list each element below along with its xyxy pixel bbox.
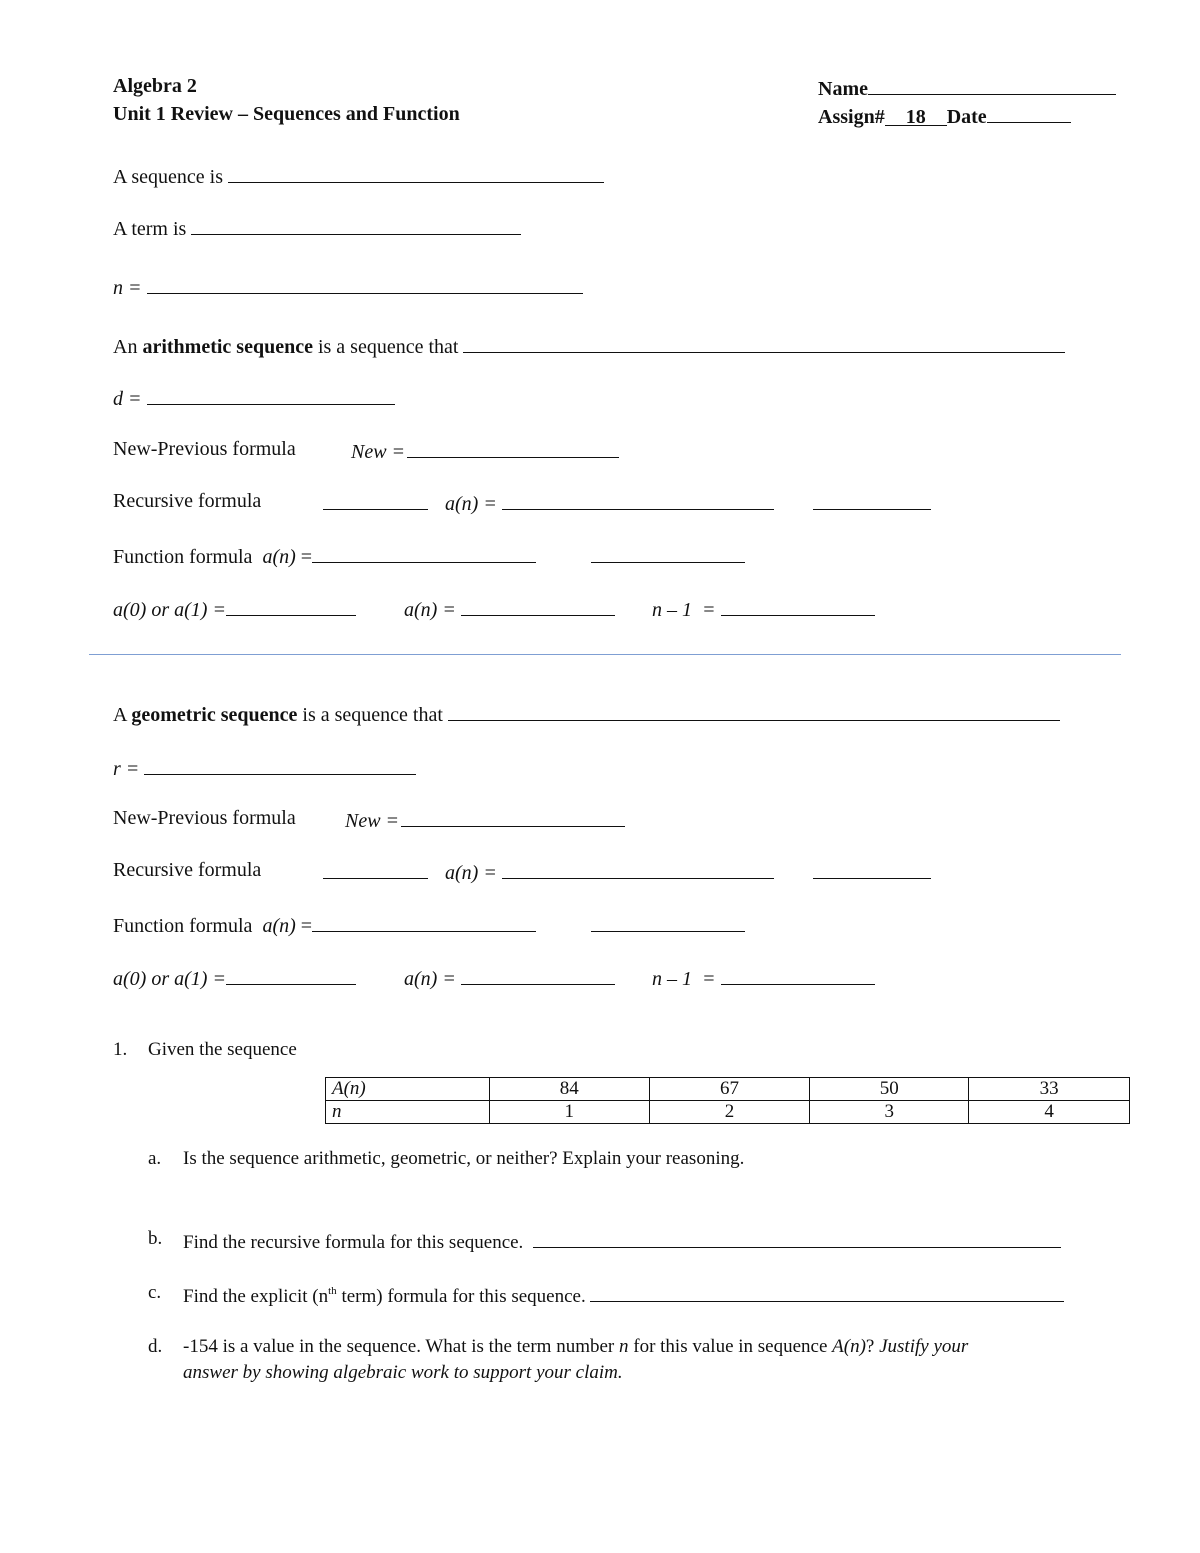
arith-recursive-label: Recursive formula — [113, 490, 262, 512]
table-cell: 84 — [489, 1078, 649, 1101]
geometric-definition — [113, 700, 1060, 727]
d-label: d = — [113, 388, 142, 410]
arith-new-eq — [351, 437, 619, 464]
sequence-definition — [113, 162, 604, 189]
term-definition — [113, 214, 521, 241]
part-c-text-1: Find the explicit (n — [183, 1286, 329, 1307]
geo-recursive-an — [445, 858, 774, 885]
arith-recursive-fields — [323, 489, 428, 516]
part-c-text-2: term) formula for this sequence. — [336, 1286, 586, 1307]
part-a-text: Is the sequence arithmetic, geometric, or neither? Explain your reasoning. — [183, 1148, 745, 1169]
sequence-label: A sequence is — [113, 166, 223, 188]
part-d-line-1 — [183, 1335, 968, 1359]
sequence-blank[interactable] — [228, 162, 604, 183]
a0-label: a(0) or a(1) — [113, 968, 208, 990]
new-eq-label: New = — [345, 810, 400, 832]
unit-title: Unit 1 Review – Sequences and Function — [113, 103, 460, 125]
geo-prefix: A — [113, 704, 132, 726]
d-definition — [113, 384, 395, 411]
table-cell: 4 — [969, 1101, 1130, 1124]
arith-new-blank[interactable] — [407, 437, 619, 458]
arith-recursive-blank-1[interactable] — [323, 489, 428, 510]
arith-function-blank-2[interactable] — [591, 542, 745, 563]
eq-sign: = — [702, 599, 716, 621]
d-blank[interactable] — [147, 384, 395, 405]
function-an: a(n) — [262, 915, 296, 937]
arith-prefix: An — [113, 336, 143, 358]
function-label: Function formula — [113, 915, 253, 937]
eq-sign: = — [442, 968, 456, 990]
table-cell: 2 — [649, 1101, 810, 1124]
part-d-text-b: for this value in sequence — [628, 1336, 833, 1357]
arith-n-minus-1-blank[interactable] — [721, 595, 875, 616]
arith-a0-blank[interactable] — [226, 595, 356, 616]
section-divider — [89, 654, 1121, 655]
arith-new-previous — [113, 437, 296, 461]
table-cell: 1 — [489, 1101, 649, 1124]
geo-a0-blank[interactable] — [226, 964, 356, 985]
a0-label: a(0) or a(1) — [113, 599, 208, 621]
sequence-table — [325, 1077, 1130, 1124]
geo-new-blank[interactable] — [401, 806, 625, 827]
eq-sign: = — [300, 915, 313, 937]
arith-term: arithmetic sequence — [142, 336, 313, 358]
part-a-letter: a. — [148, 1148, 162, 1169]
part-b-text: Find the recursive formula for this sequence. — [183, 1232, 524, 1253]
table-cell: 33 — [969, 1078, 1130, 1101]
geo-new-previous — [113, 806, 296, 830]
part-b — [183, 1227, 1061, 1255]
arith-blank[interactable] — [463, 332, 1065, 353]
eq-sign: = — [442, 599, 456, 621]
arith-function-blank-1[interactable] — [312, 542, 536, 563]
an-label: a(n) — [404, 968, 438, 990]
geo-a0 — [113, 964, 356, 991]
r-label: r = — [113, 758, 140, 780]
table-cell: 67 — [649, 1078, 810, 1101]
geo-recursive-blank-3[interactable] — [813, 858, 931, 879]
course-title: Algebra 2 — [113, 75, 197, 97]
eq-sign: = — [212, 968, 226, 990]
part-d-line-2: answer by showing algebraic work to support your claim. — [183, 1362, 623, 1383]
part-d-italic-1: Justify your — [879, 1336, 969, 1357]
geo-function-blank-1[interactable] — [312, 911, 536, 932]
geo-n-minus-1 — [652, 964, 875, 991]
geo-n-minus-1-blank[interactable] — [721, 964, 875, 985]
problem-1-prompt: Given the sequence — [148, 1039, 297, 1060]
date-label: Date — [946, 106, 987, 128]
date-blank[interactable] — [987, 102, 1071, 123]
part-c-blank[interactable] — [590, 1281, 1064, 1302]
arith-suffix: is a sequence that — [312, 336, 459, 358]
part-b-blank[interactable] — [533, 1227, 1061, 1248]
arith-function-formula — [113, 542, 536, 569]
geo-recursive-blank-1[interactable] — [323, 858, 428, 879]
part-d-text-a: -154 is a value in the sequence. What is the term number — [183, 1336, 619, 1357]
n-minus-1-label: n – 1 — [652, 968, 692, 990]
n-definition — [113, 273, 583, 300]
r-blank[interactable] — [144, 754, 416, 775]
function-label: Function formula — [113, 546, 253, 568]
assign-number: 18 — [885, 105, 947, 126]
a-n-eq: a(n) = — [445, 862, 497, 884]
part-d-text-c: ? — [865, 1336, 880, 1357]
table-cell-label: n — [326, 1101, 490, 1124]
geo-new-eq — [345, 806, 625, 833]
n-label: n = — [113, 277, 142, 299]
table-cell: 3 — [810, 1101, 969, 1124]
arith-a0 — [113, 595, 356, 622]
term-label: A term is — [113, 218, 187, 240]
part-c-sup: th — [328, 1285, 337, 1297]
arith-recursive-blank-3[interactable] — [813, 489, 931, 510]
function-an: a(n) — [262, 546, 296, 568]
n-minus-1-label: n – 1 — [652, 599, 692, 621]
arith-an-blank[interactable] — [461, 595, 615, 616]
geo-recursive-label: Recursive formula — [113, 859, 262, 881]
a-n-eq: a(n) = — [445, 493, 497, 515]
part-c-letter: c. — [148, 1282, 162, 1303]
arithmetic-definition — [113, 332, 1065, 359]
eq-sign: = — [212, 599, 226, 621]
new-eq-label: New = — [351, 441, 406, 463]
arith-recursive-an — [445, 489, 774, 516]
name-blank[interactable] — [868, 74, 1116, 95]
arith-n-minus-1 — [652, 595, 875, 622]
n-blank[interactable] — [147, 273, 583, 294]
new-previous-label: New-Previous formula — [113, 438, 296, 460]
part-b-letter: b. — [148, 1228, 163, 1249]
geo-function-blank-2[interactable] — [591, 911, 745, 932]
geo-recursive-blank-2[interactable] — [502, 858, 774, 879]
part-d-letter: d. — [148, 1336, 163, 1357]
term-blank[interactable] — [191, 214, 521, 235]
assign-label: Assign# — [818, 106, 885, 128]
name-label: Name — [818, 78, 868, 100]
table-row — [326, 1101, 1130, 1124]
r-definition — [113, 754, 416, 781]
arith-an — [404, 595, 615, 622]
geo-an-blank[interactable] — [461, 964, 615, 985]
part-c — [183, 1281, 1064, 1309]
geo-term: geometric sequence — [131, 704, 298, 726]
arith-recursive-blank-2[interactable] — [502, 489, 774, 510]
assign-date-field — [818, 102, 1071, 129]
problem-1-number: 1. — [113, 1039, 128, 1060]
name-field[interactable] — [818, 74, 1116, 101]
geo-an — [404, 964, 615, 991]
new-previous-label: New-Previous formula — [113, 807, 296, 829]
an-label: a(n) — [404, 599, 438, 621]
eq-sign: = — [300, 546, 313, 568]
table-row — [326, 1078, 1130, 1101]
part-d-n: n — [619, 1336, 629, 1357]
geo-blank[interactable] — [448, 700, 1060, 721]
table-cell-label: A(n) — [326, 1078, 490, 1101]
table-cell: 50 — [810, 1078, 969, 1101]
geo-function-formula — [113, 911, 536, 938]
part-d-an: A(n) — [832, 1336, 866, 1357]
geo-suffix: is a sequence that — [297, 704, 443, 726]
eq-sign: = — [702, 968, 716, 990]
